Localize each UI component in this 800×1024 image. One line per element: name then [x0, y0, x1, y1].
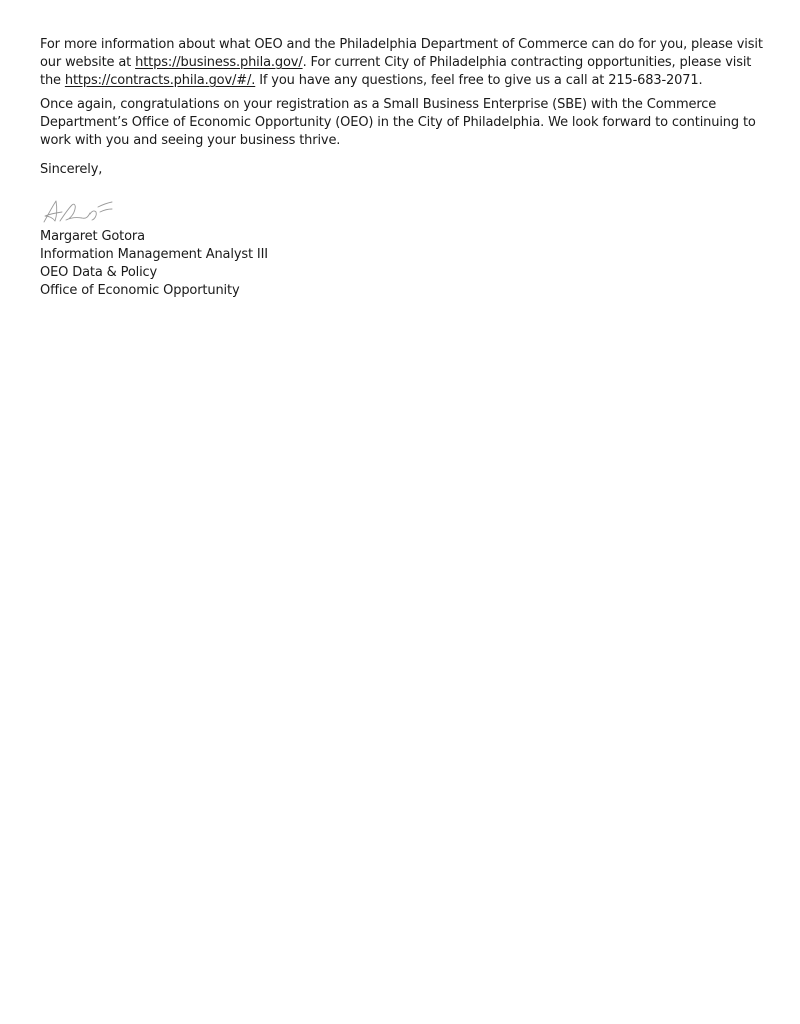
congratulations-paragraph: Once again, congratulations on your registration as a Small Business Enterprise (SBE) with the Commerce Department’s Office of Economic Opportunity (OEO) in the City of Philadelphia. We look forward to continuing to work with you and seeing your business thrive.	[40, 97, 756, 148]
signer-title: Information Management Analyst III	[40, 247, 268, 262]
signature-block	[40, 228, 766, 300]
signature-image	[40, 193, 120, 225]
para1-text-before: For more information about what OEO and the Philadelphia Department of Commerce can do for you, please visit our website at	[40, 37, 763, 70]
contracts-website-link[interactable]: https://contracts.phila.gov/#/.	[64, 73, 256, 88]
letter-page	[40, 36, 766, 300]
signer-name: Margaret Gotora	[40, 229, 145, 244]
business-website-link[interactable]: https://business.phila.gov/	[135, 55, 303, 70]
signer-unit: OEO Data & Policy	[40, 265, 158, 280]
para1-text-between: . For current City of Philadelphia contracting opportunities, please visit the	[40, 55, 752, 88]
signer-office: Office of Economic Opportunity	[40, 283, 240, 298]
closing-salutation: Sincerely,	[40, 162, 103, 177]
para1-text-after: If you have any questions, feel free to give us a call at 215-683-2071.	[255, 73, 703, 88]
contact-paragraph	[40, 36, 766, 90]
